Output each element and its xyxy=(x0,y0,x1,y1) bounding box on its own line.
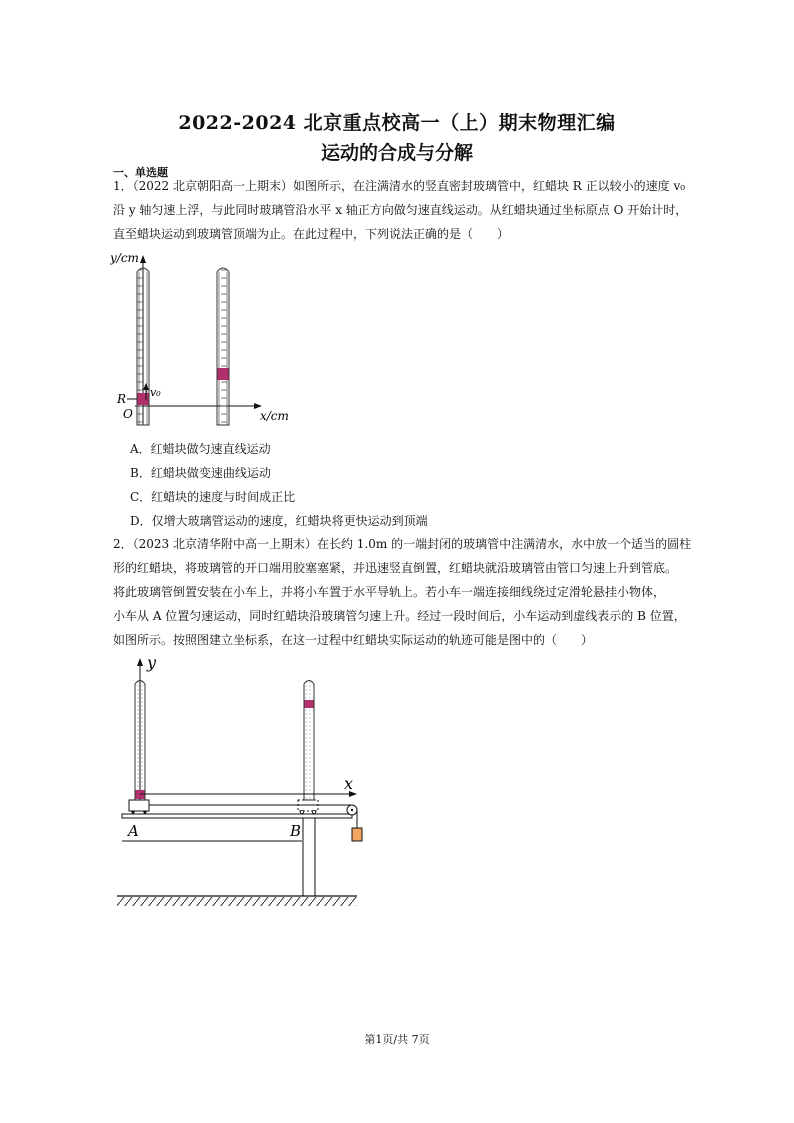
cart-wheel xyxy=(312,810,315,813)
option-b: B．红蜡块做变速曲线运动 xyxy=(130,466,271,480)
ground-hatching xyxy=(117,897,357,906)
question-1-text xyxy=(113,174,688,246)
hanging-weight xyxy=(352,828,362,841)
cart-wheel xyxy=(131,810,134,813)
question-1-figure xyxy=(110,250,310,430)
glass-tube-right xyxy=(217,268,229,425)
glass-tube-a xyxy=(135,681,145,801)
option-c: C．红蜡块的速度与时间成正比 xyxy=(130,490,296,504)
glass-tube-left xyxy=(137,268,149,425)
page-subtitle: 运动的合成与分解 xyxy=(320,142,473,164)
question-line: 将此玻璃管倒置安装在小车上，并将小车置于水平导轨上。若小车一端连接细线绕过定滑轮悬挂小物体， xyxy=(113,585,666,599)
option-d: D．仅增大玻璃管运动的速度，红蜡块将更快运动到顶端 xyxy=(130,514,428,528)
y-axis-label: y xyxy=(147,653,157,672)
cart-a xyxy=(129,800,149,811)
section-heading: 一、单选题 xyxy=(113,166,168,179)
position-b-label: B xyxy=(290,822,302,840)
option-a: A．红蜡块做匀速直线运动 xyxy=(130,442,271,456)
page-title: 2022-2024 北京重点校高一（上）期末物理汇编 xyxy=(178,112,616,134)
question-2-text xyxy=(113,532,692,652)
cart-wheel xyxy=(300,810,303,813)
position-a-label: A xyxy=(128,822,139,840)
red-wax-block xyxy=(305,700,314,708)
table-leg xyxy=(303,818,315,896)
cart-wheel xyxy=(143,810,146,813)
x-axis-label: x xyxy=(344,774,354,793)
track xyxy=(122,814,352,818)
glass-tube-b xyxy=(304,681,314,801)
r-label: R xyxy=(117,392,127,406)
question-line: 直至蜡块运动到玻璃管顶端为止。在此过程中，下列说法正确的是（ ） xyxy=(113,227,510,241)
x-axis-label: x/cm xyxy=(260,409,289,423)
page-footer: 第1页/共 7页 xyxy=(364,1033,430,1046)
question-2-figure xyxy=(112,652,372,912)
question-line: 2．（2023 北京清华附中高一上期末）在长约 1.0m 的一端封闭的玻璃管中注满清水，水中放一个适当的圆柱 xyxy=(113,537,692,551)
red-wax-block xyxy=(138,393,149,405)
origin-label: O xyxy=(123,407,133,421)
y-axis-label: y/cm xyxy=(110,251,139,265)
question-line: 1．（2022 北京朝阳高一上期末）如图所示，在注满清水的竖直密封玻璃管中，红蜡块 R 正以较小的速度 v₀ xyxy=(113,179,686,193)
question-line: 沿 y 轴匀速上浮，与此同时玻璃管沿水平 x 轴正方向做匀速直线运动。从红蜡块通过坐标原点 O 开始计时， xyxy=(113,203,688,217)
question-line: 如图所示。按照图建立坐标系，在这一过程中红蜡块实际运动的轨迹可能是图中的（ ） xyxy=(113,633,594,647)
red-wax-block xyxy=(218,368,229,380)
question-line: 形的红蜡块，将玻璃管的开口端用胶塞塞紧，并迅速竖直倒置，红蜡块就沿玻璃管由管口匀速上升到管底。 xyxy=(113,561,678,575)
y-axis-arrow xyxy=(140,255,146,263)
y-axis-arrow xyxy=(137,658,143,666)
question-line: 小车从 A 位置匀速运动，同时红蜡块沿玻璃管匀速上升。经过一段时间后，小车运动到虚线表示的 B 位置， xyxy=(113,609,686,623)
velocity-label: v₀ xyxy=(150,386,161,399)
pulley-axle xyxy=(351,809,353,811)
